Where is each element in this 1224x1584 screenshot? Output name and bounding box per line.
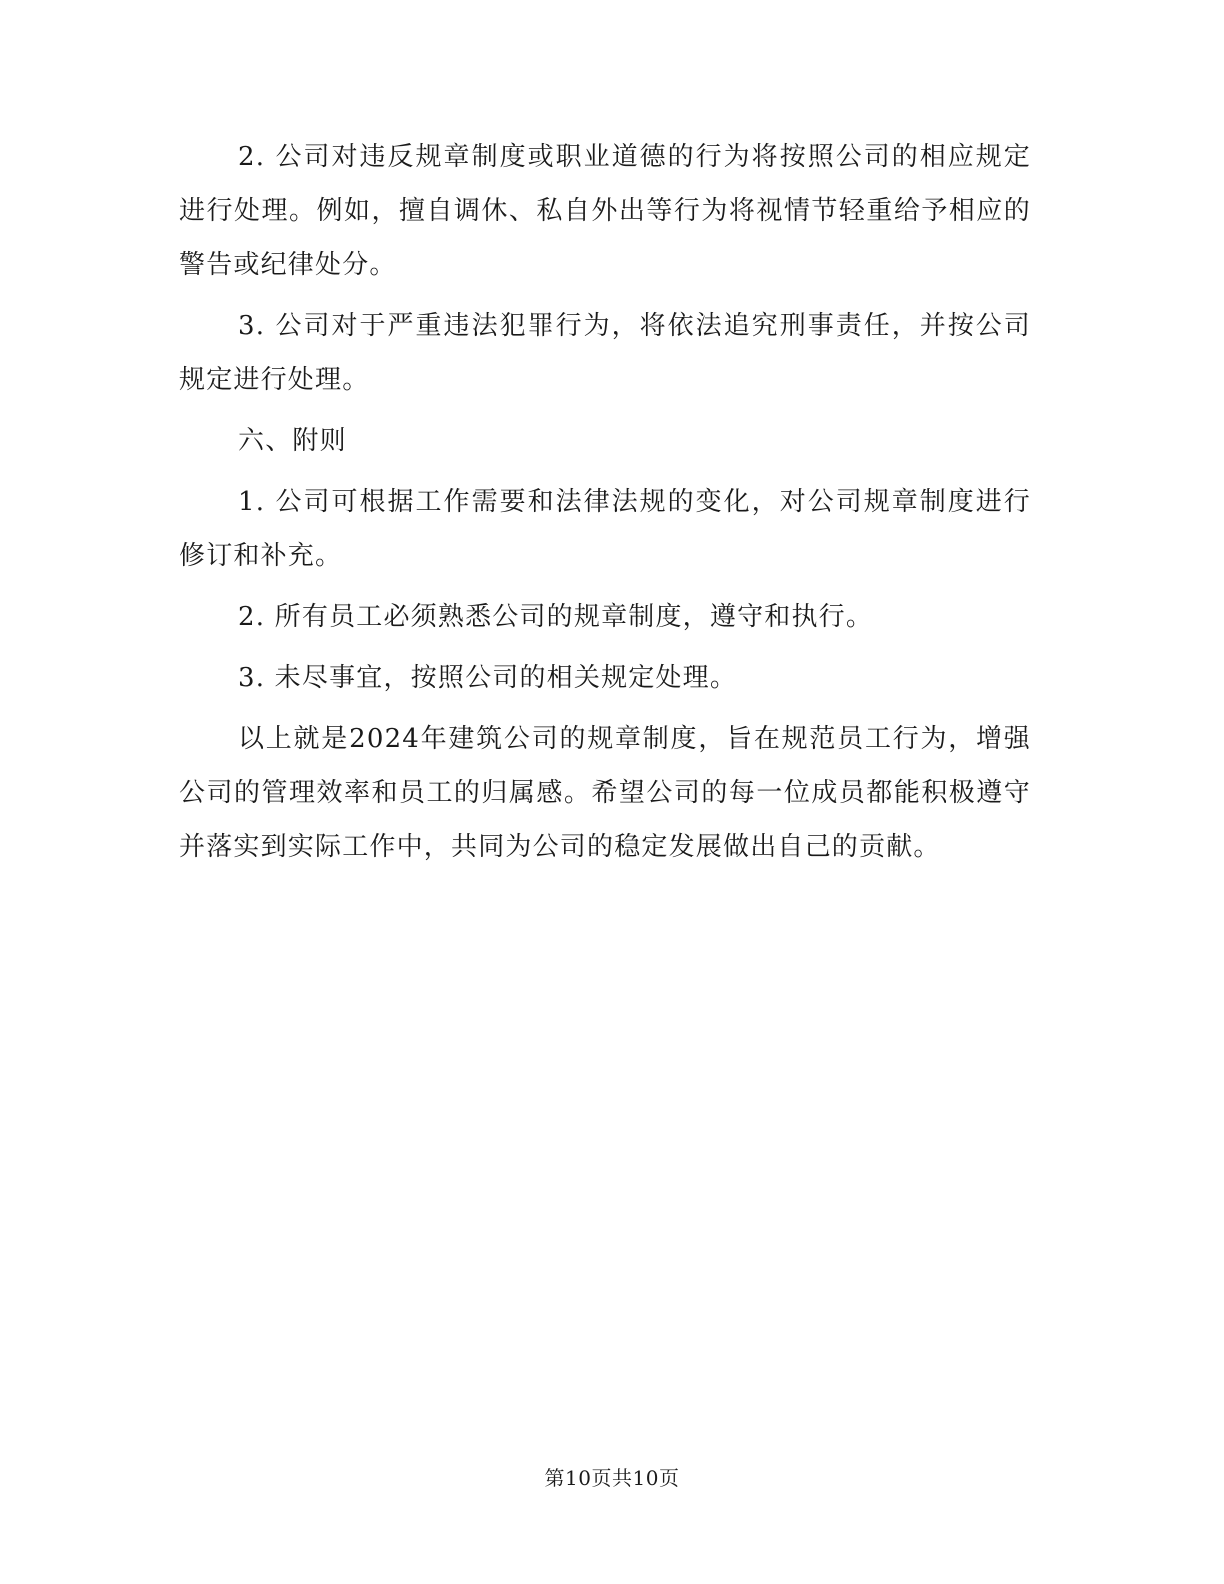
page-number-footer: 第10页共10页 xyxy=(544,1466,680,1490)
paragraph-conclusion: 以上就是2024年建筑公司的规章制度，旨在规范员工行为，增强公司的管理效率和员工的归属感。希望公司的每一位成员都能积极遵守并落实到实际工作中，共同为公司的稳定发展做出自己的贡献。 xyxy=(179,724,1031,862)
document-body xyxy=(179,130,1031,881)
paragraph-appendix-2: 2. 所有员工必须熟悉公司的规章制度，遵守和执行。 xyxy=(238,602,874,632)
section-heading-appendix: 六、附则 xyxy=(238,426,347,456)
paragraph-appendix-3: 3. 未尽事宜，按照公司的相关规定处理。 xyxy=(238,663,738,693)
paragraph-rule-3: 3. 公司对于严重违法犯罪行为，将依法追究刑事责任，并按公司规定进行处理。 xyxy=(179,311,1031,395)
paragraph-rule-2: 2. 公司对违反规章制度或职业道德的行为将按照公司的相应规定进行处理。例如，擅自调休、私自外出等行为将视情节轻重给予相应的警告或纪律处分。 xyxy=(179,142,1031,280)
paragraph-appendix-1: 1. 公司可根据工作需要和法律法规的变化，对公司规章制度进行修订和补充。 xyxy=(179,487,1031,571)
